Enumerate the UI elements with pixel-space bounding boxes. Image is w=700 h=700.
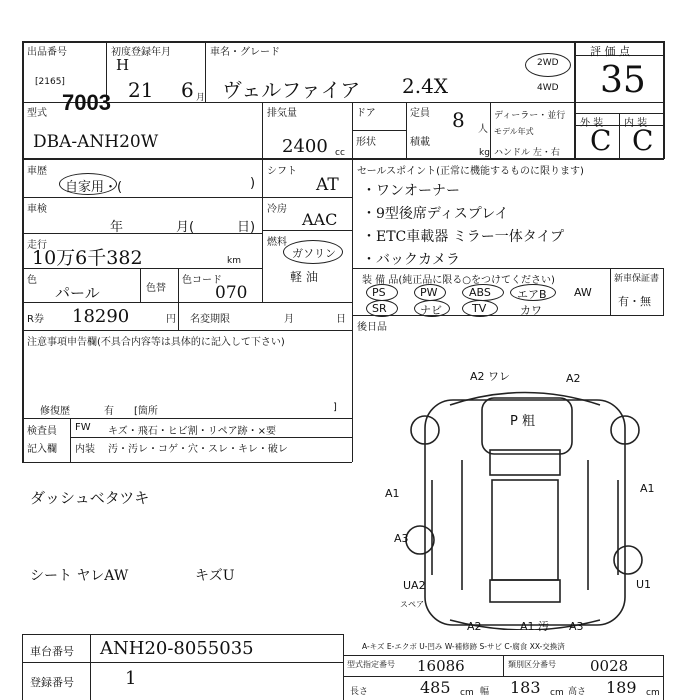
type-cert-value: 16086 [417,657,465,675]
width-label: 幅 [480,687,490,697]
transfer-day: 日 [336,314,346,325]
fuel-gas: ガソリン [292,247,336,260]
sales-point-3: ・ETC車載器 ミラー一体タイプ [362,229,565,245]
reg-number-label: 登録番号 [30,676,74,689]
diag-mirror-label: スペア [400,600,424,609]
reg-number-value: 1 [125,668,137,689]
era: H [116,56,130,74]
drive-2wd: 2WD [537,58,559,68]
equip-navi: ナビ [420,304,442,317]
color-code-label: 色コード [182,275,222,286]
exterior-grade: C [590,124,612,157]
capacity-label: 定員 [410,108,430,119]
drive-4wd: 4WD [537,83,559,93]
exterior-label: 外 装 [580,118,604,129]
sales-point-2: ・9型後席ディスプレイ [362,206,509,222]
diag-bottom-a1: A1 汚 [520,620,550,633]
inspection-day: 日) [237,220,256,235]
handwritten-note-2b: キズU [195,568,235,584]
equip-aw: AW [574,286,592,299]
handwritten-note-2a: シート ヤレAW [30,568,129,584]
repair-value: 有 [104,406,114,417]
repair-label: 修復歴 [40,406,70,417]
color-code-value: 070 [215,283,248,303]
handwritten-note-1: ダッシュベタツキ [30,489,150,507]
height-label: 高さ [568,687,587,697]
dealer-label: ディーラー・並行 [494,111,566,121]
reg-month-unit: 月 [196,93,206,103]
length-cm: cm [460,688,474,698]
displacement-value: 2400 [282,136,328,157]
car-name: ヴェルファイア [222,78,361,102]
fuel-label: 燃料 [267,237,287,248]
car-grade: 2.4X [402,74,449,98]
drive-2wd-circle [525,53,571,77]
inspector-label: 検査員 [27,426,57,437]
equip-pw: PW [420,286,438,299]
model-label: 型式 [27,108,47,119]
shift-label: シフト [267,166,297,177]
width-cm: cm [550,688,564,698]
entry-label: 記入欄 [27,444,57,455]
sales-label: セールスポイント(正常に機能するものに限ります) [357,166,584,177]
interior-label: 内 装 [624,118,648,129]
first-reg-label: 初度登録年月 [111,47,171,58]
wheel-rl [406,526,434,554]
diag-top-right: A2 [566,372,581,385]
inspection-month: 月( [176,220,195,235]
legend: A-キズ E-エクボ U-凹み W-補修跡 S-サビ C-腐食 XX-交換済 [362,642,565,651]
inspection-label: 車検 [27,204,47,215]
length-label: 長さ [350,687,369,697]
diag-left-a3: A3 [394,532,409,545]
score-value: 35 [600,60,646,101]
tax-label: R券 [27,314,44,325]
fuel-light: 軽 油 [290,270,318,284]
interior-note-label: 内装 [75,444,95,455]
rear-window [490,580,560,602]
interior-grade: C [632,124,654,157]
equip-abs: ABS [469,286,491,299]
ac-label: 冷房 [267,204,287,215]
tax-value: 18290 [72,306,130,327]
later-label: 後日品 [357,322,387,333]
reg-month: 6 [181,78,194,102]
height-cm: cm [646,688,660,698]
roof [492,480,558,580]
handle-label: ハンドル 左・右 [494,148,560,158]
fw-items: キズ・飛石・ヒビ割・リペア跡・×要 [108,426,276,437]
diag-top-label: A2 ワレ [470,370,511,383]
repair-close: ] [333,402,337,413]
diag-left-ua2: UA2 [403,579,426,592]
persons-unit: 人 [478,124,488,135]
ac-value: AAC [302,210,338,229]
diag-roof-label: P 粗 [510,414,535,429]
diag-bottom-a3: A3 [569,620,584,633]
displacement-label: 排気量 [267,108,297,119]
load-label: 積載 [410,137,430,148]
sales-point-4: ・バックカメラ [362,252,460,268]
interior-items: 汚・汚レ・コゲ・穴・スレ・キレ・破レ [108,444,288,455]
reg-year: 21 [128,78,154,102]
capacity-value: 8 [452,108,465,132]
inspection-year: 年 [110,220,124,235]
chassis-label: 車台番号 [30,645,74,658]
lot-small: [2165] [35,77,65,87]
equip-ps: PS [372,286,386,299]
height-value: 189 [606,678,637,697]
yen-unit: 円 [166,314,176,325]
notes-label: 注意事項申告欄(不具合内容等は具体的に記入して下さい) [27,337,285,348]
shift-value: AT [316,175,339,195]
cc-unit: cc [335,148,345,158]
equip-sr: SR [372,302,387,315]
diag-bottom-a2: A2 [467,620,482,633]
door-label: ドア [356,108,376,119]
color-value: パール [55,284,100,302]
diag-right-u1: U1 [636,578,652,591]
kg-unit: kg [479,148,490,158]
history-label: 車歴 [27,166,47,177]
car-outline [425,400,625,625]
sales-point-1: ・ワンオーナー [362,183,460,199]
class-label: 類別区分番号 [508,660,556,669]
equip-leather: カワ [520,304,542,317]
warranty-label: 新車保証書 [614,274,660,284]
score-label: 評 価 点 [590,45,630,58]
color-label: 色 [27,275,37,286]
model-year-label: モデル年式 [494,127,534,136]
mileage-label: 走行 [27,240,47,251]
mileage-value: 10万6千382 [32,247,143,269]
lot-number: 7003 [62,90,111,115]
equip-tv: TV [472,302,487,315]
equip-airbag: エアB [517,288,547,301]
repair-location: [箇所 [134,406,158,417]
length-value: 485 [420,678,451,697]
equipment-label: 装 備 品(純正品に限る○をつけてください) [362,275,555,286]
lot-label: 出品番号 [27,47,67,58]
car-name-label: 車名・グレード [210,47,280,58]
history-close: ) [250,176,256,191]
repaint-label: 色替 [146,283,166,294]
transfer-month: 月 [284,314,294,325]
width-value: 183 [510,678,541,697]
warranty-value: 有・無 [618,295,651,308]
shape-label: 形状 [356,137,376,148]
km-unit: km [227,256,241,266]
diag-right-a1: A1 [640,482,655,495]
history-value: 自家用・( [65,180,123,195]
type-cert-label: 型式指定番号 [347,660,395,669]
fw-label: FW [75,422,91,433]
model-value: DBA-ANH20W [33,132,159,152]
chassis-value: ANH20-8055035 [100,638,254,659]
diag-left-a1: A1 [385,487,400,500]
transfer-label: 名変期限 [190,314,230,325]
class-value: 0028 [590,657,629,675]
